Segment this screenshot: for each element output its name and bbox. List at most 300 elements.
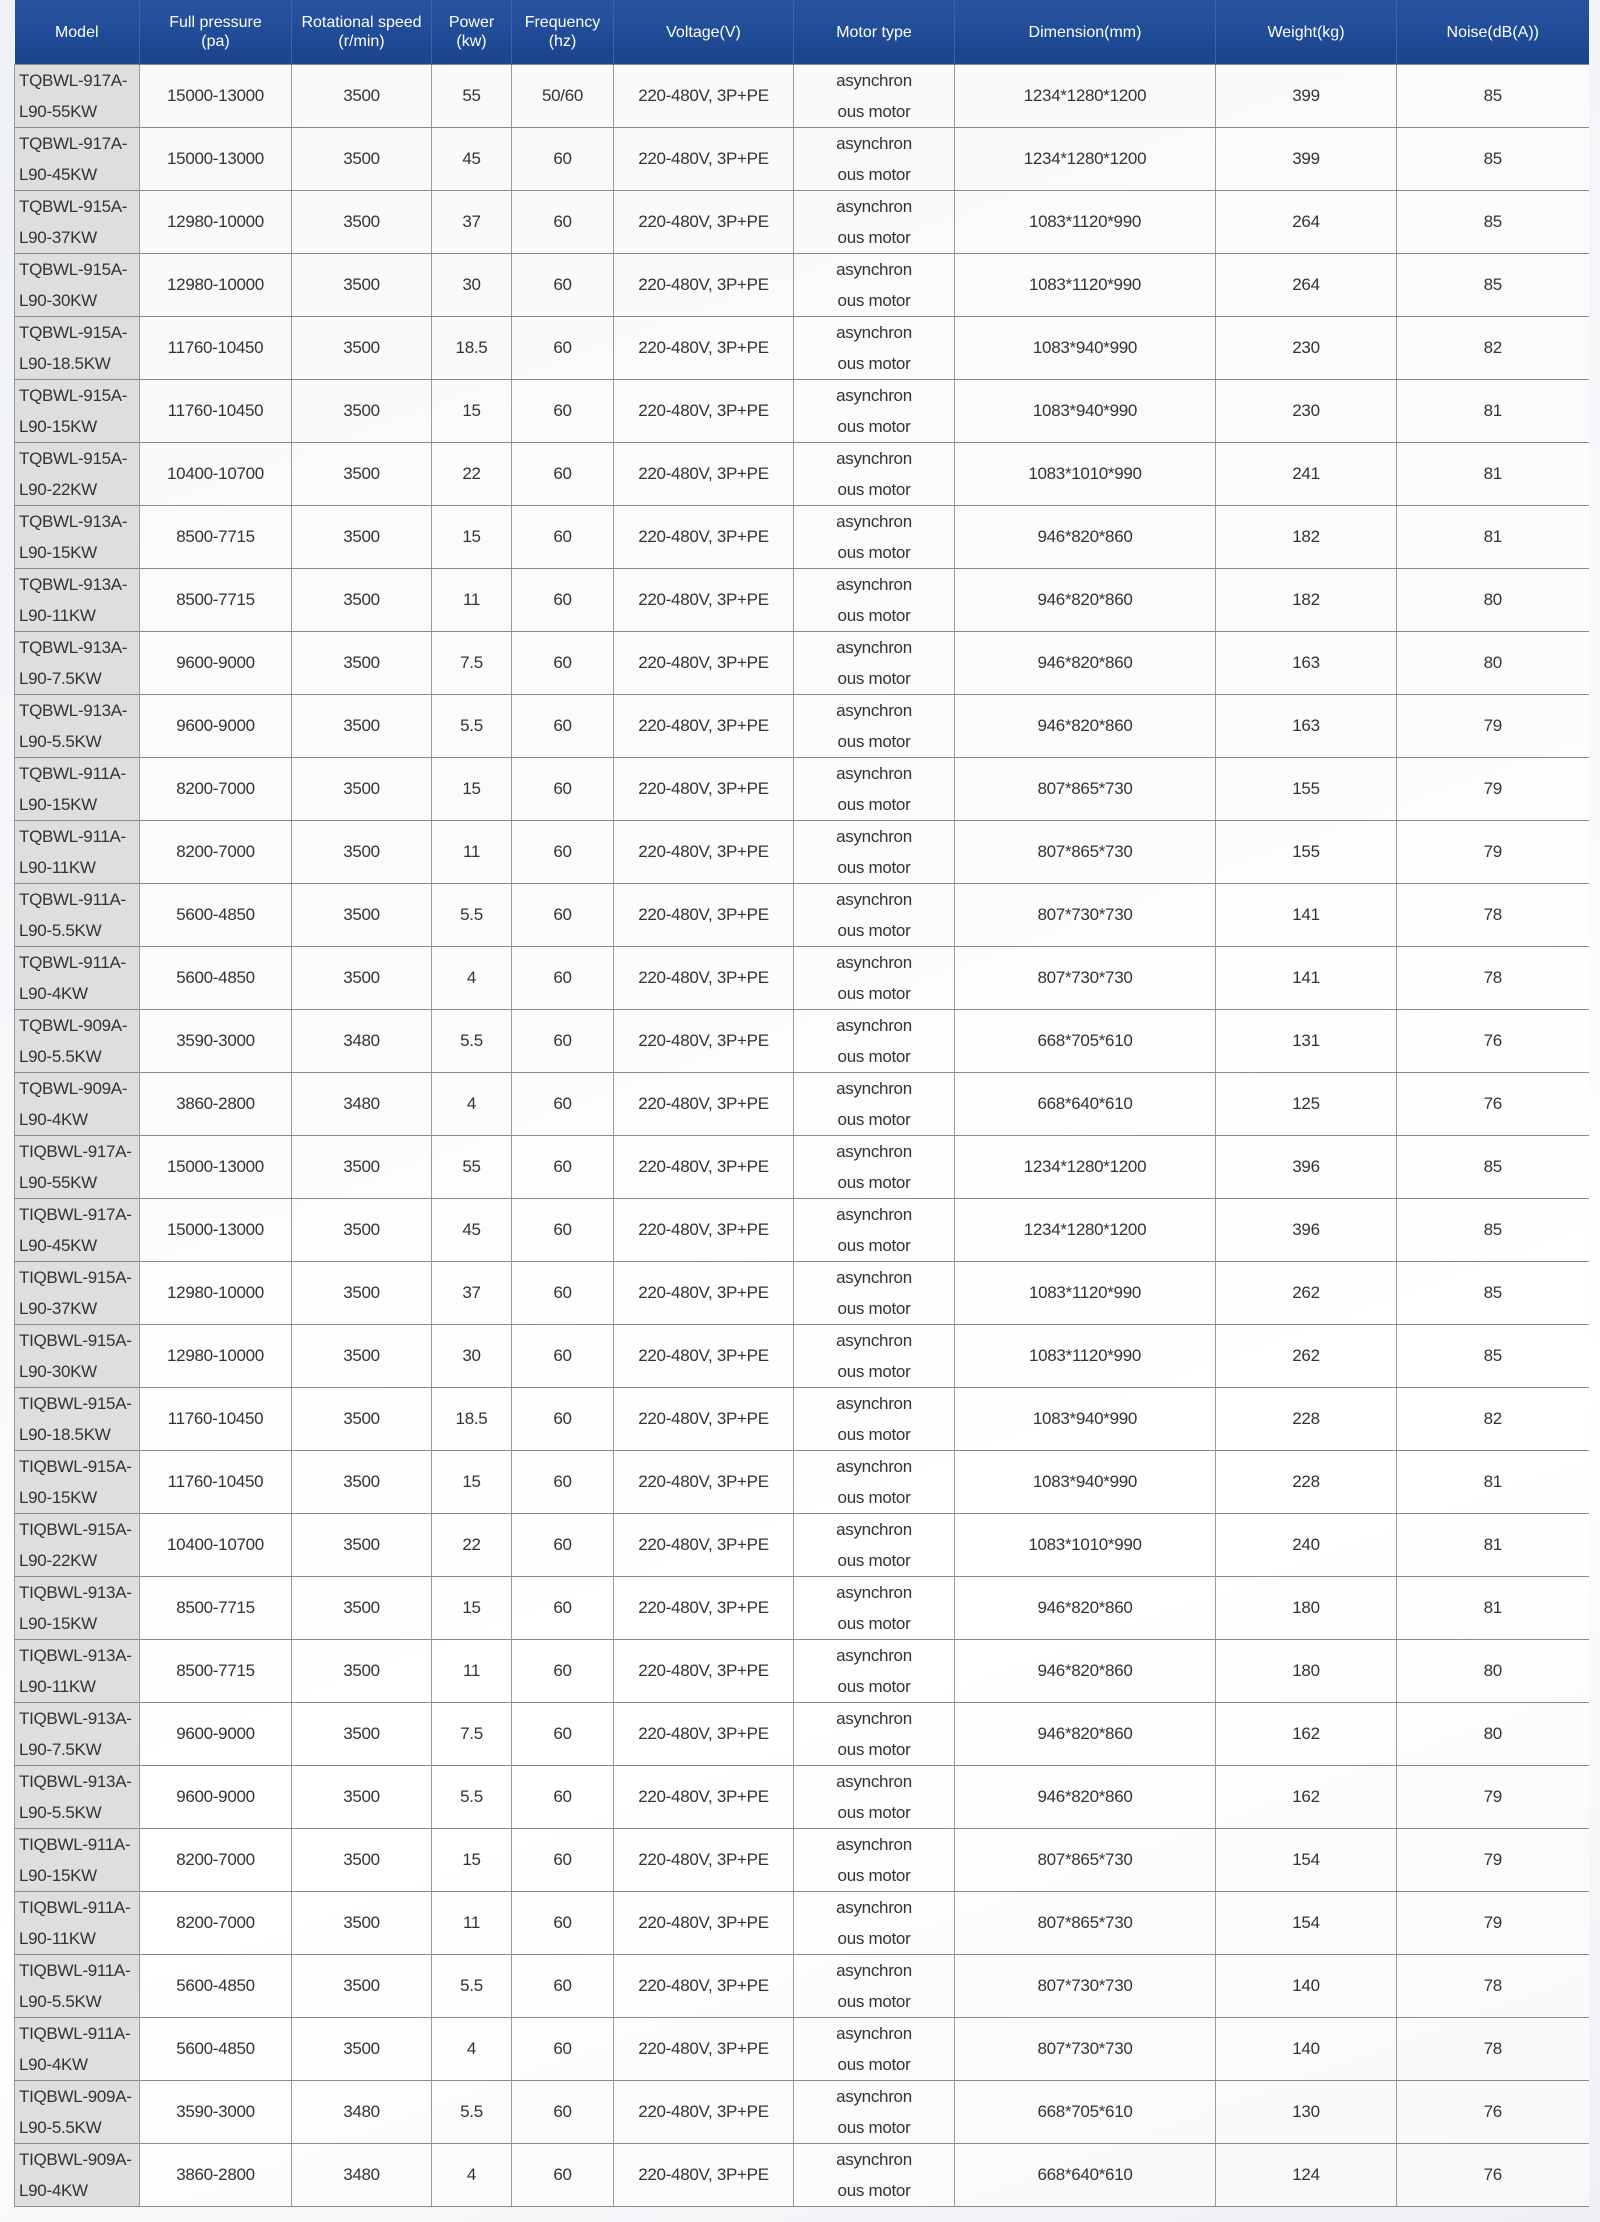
table-row <box>15 821 1589 884</box>
rotational-speed-cell: 3500 <box>292 695 432 758</box>
col-header-model: Model <box>15 0 140 65</box>
rotational-speed-cell: 3500 <box>292 1262 432 1325</box>
frequency-cell: 60 <box>512 254 614 317</box>
dimension-cell: 1234*1280*1200 <box>955 1199 1216 1262</box>
rotational-speed-cell: 3500 <box>292 1514 432 1577</box>
power-cell: 11 <box>432 821 512 884</box>
noise-cell: 85 <box>1397 191 1589 254</box>
dimension-cell: 1083*940*990 <box>955 380 1216 443</box>
voltage-cell: 220-480V, 3P+PE <box>614 758 794 821</box>
rotational-speed-cell: 3500 <box>292 1955 432 2018</box>
noise-cell: 79 <box>1397 1766 1589 1829</box>
weight-cell: 399 <box>1216 65 1397 128</box>
table-row <box>15 947 1589 1010</box>
motor-type-cell: asynchron ous motor <box>794 1829 955 1892</box>
model-cell: TQBWL-915A- L90-37KW <box>15 191 140 254</box>
dimension-cell: 946*820*860 <box>955 632 1216 695</box>
power-cell: 37 <box>432 191 512 254</box>
power-cell: 11 <box>432 1640 512 1703</box>
table-row <box>15 1451 1589 1514</box>
rotational-speed-cell: 3500 <box>292 254 432 317</box>
frequency-cell: 60 <box>512 758 614 821</box>
motor-type-cell: asynchron ous motor <box>794 1073 955 1136</box>
model-cell: TQBWL-915A- L90-30KW <box>15 254 140 317</box>
power-cell: 37 <box>432 1262 512 1325</box>
frequency-cell: 60 <box>512 1703 614 1766</box>
rotational-speed-cell: 3500 <box>292 1577 432 1640</box>
table-row <box>15 1136 1589 1199</box>
power-cell: 4 <box>432 947 512 1010</box>
full-pressure-cell: 10400-10700 <box>140 1514 292 1577</box>
voltage-cell: 220-480V, 3P+PE <box>614 1955 794 2018</box>
frequency-cell: 50/60 <box>512 65 614 128</box>
weight-cell: 264 <box>1216 191 1397 254</box>
table-row <box>15 884 1589 947</box>
motor-type-cell: asynchron ous motor <box>794 821 955 884</box>
rotational-speed-cell: 3480 <box>292 2081 432 2144</box>
full-pressure-cell: 5600-4850 <box>140 884 292 947</box>
motor-type-cell: asynchron ous motor <box>794 1199 955 1262</box>
voltage-cell: 220-480V, 3P+PE <box>614 1073 794 1136</box>
voltage-cell: 220-480V, 3P+PE <box>614 2081 794 2144</box>
noise-cell: 80 <box>1397 1703 1589 1766</box>
frequency-cell: 60 <box>512 1577 614 1640</box>
noise-cell: 85 <box>1397 1325 1589 1388</box>
frequency-cell: 60 <box>512 1451 614 1514</box>
rotational-speed-cell: 3500 <box>292 758 432 821</box>
model-cell: TIQBWL-915A- L90-37KW <box>15 1262 140 1325</box>
dimension-cell: 807*730*730 <box>955 884 1216 947</box>
noise-cell: 79 <box>1397 758 1589 821</box>
power-cell: 22 <box>432 1514 512 1577</box>
table-row <box>15 1388 1589 1451</box>
model-cell: TIQBWL-913A- L90-7.5KW <box>15 1703 140 1766</box>
weight-cell: 182 <box>1216 506 1397 569</box>
rotational-speed-cell: 3500 <box>292 380 432 443</box>
motor-type-cell: asynchron ous motor <box>794 695 955 758</box>
table-row <box>15 758 1589 821</box>
weight-cell: 162 <box>1216 1703 1397 1766</box>
power-cell: 5.5 <box>432 1010 512 1073</box>
full-pressure-cell: 12980-10000 <box>140 1325 292 1388</box>
voltage-cell: 220-480V, 3P+PE <box>614 254 794 317</box>
full-pressure-cell: 8200-7000 <box>140 758 292 821</box>
table-row <box>15 1073 1589 1136</box>
noise-cell: 76 <box>1397 2144 1589 2207</box>
model-cell: TQBWL-915A- L90-15KW <box>15 380 140 443</box>
power-cell: 7.5 <box>432 632 512 695</box>
col-header-motor-type: Motor type <box>794 0 955 65</box>
frequency-cell: 60 <box>512 1136 614 1199</box>
table-row <box>15 1703 1589 1766</box>
voltage-cell: 220-480V, 3P+PE <box>614 1451 794 1514</box>
weight-cell: 140 <box>1216 1955 1397 2018</box>
col-header-weight: Weight(kg) <box>1216 0 1397 65</box>
noise-cell: 81 <box>1397 1451 1589 1514</box>
noise-cell: 79 <box>1397 1829 1589 1892</box>
weight-cell: 162 <box>1216 1766 1397 1829</box>
full-pressure-cell: 8200-7000 <box>140 1829 292 1892</box>
weight-cell: 140 <box>1216 2018 1397 2081</box>
frequency-cell: 60 <box>512 1010 614 1073</box>
model-cell: TQBWL-911A- L90-15KW <box>15 758 140 821</box>
table-row <box>15 2018 1589 2081</box>
col-header-frequency: Frequency (hz) <box>512 0 614 65</box>
voltage-cell: 220-480V, 3P+PE <box>614 947 794 1010</box>
model-cell: TIQBWL-913A- L90-5.5KW <box>15 1766 140 1829</box>
power-cell: 15 <box>432 1577 512 1640</box>
frequency-cell: 60 <box>512 1829 614 1892</box>
model-cell: TIQBWL-911A- L90-4KW <box>15 2018 140 2081</box>
full-pressure-cell: 3590-3000 <box>140 2081 292 2144</box>
rotational-speed-cell: 3500 <box>292 65 432 128</box>
weight-cell: 228 <box>1216 1451 1397 1514</box>
motor-type-cell: asynchron ous motor <box>794 884 955 947</box>
rotational-speed-cell: 3500 <box>292 1451 432 1514</box>
table-row <box>15 65 1589 128</box>
dimension-cell: 946*820*860 <box>955 1640 1216 1703</box>
dimension-cell: 1083*940*990 <box>955 1388 1216 1451</box>
full-pressure-cell: 11760-10450 <box>140 1451 292 1514</box>
table-row <box>15 1577 1589 1640</box>
rotational-speed-cell: 3500 <box>292 443 432 506</box>
frequency-cell: 60 <box>512 380 614 443</box>
table-row <box>15 1325 1589 1388</box>
motor-type-cell: asynchron ous motor <box>794 443 955 506</box>
weight-cell: 131 <box>1216 1010 1397 1073</box>
voltage-cell: 220-480V, 3P+PE <box>614 443 794 506</box>
full-pressure-cell: 8500-7715 <box>140 569 292 632</box>
power-cell: 45 <box>432 128 512 191</box>
model-cell: TIQBWL-913A- L90-15KW <box>15 1577 140 1640</box>
power-cell: 11 <box>432 569 512 632</box>
weight-cell: 155 <box>1216 758 1397 821</box>
voltage-cell: 220-480V, 3P+PE <box>614 65 794 128</box>
table-row <box>15 632 1589 695</box>
weight-cell: 241 <box>1216 443 1397 506</box>
table-row <box>15 1199 1589 1262</box>
noise-cell: 81 <box>1397 443 1589 506</box>
power-cell: 5.5 <box>432 2081 512 2144</box>
full-pressure-cell: 5600-4850 <box>140 947 292 1010</box>
weight-cell: 396 <box>1216 1136 1397 1199</box>
motor-type-cell: asynchron ous motor <box>794 191 955 254</box>
rotational-speed-cell: 3500 <box>292 1703 432 1766</box>
rotational-speed-cell: 3500 <box>292 506 432 569</box>
motor-type-cell: asynchron ous motor <box>794 947 955 1010</box>
full-pressure-cell: 9600-9000 <box>140 1703 292 1766</box>
model-cell: TQBWL-913A- L90-15KW <box>15 506 140 569</box>
frequency-cell: 60 <box>512 1073 614 1136</box>
model-cell: TQBWL-911A- L90-11KW <box>15 821 140 884</box>
weight-cell: 262 <box>1216 1325 1397 1388</box>
voltage-cell: 220-480V, 3P+PE <box>614 191 794 254</box>
col-header-noise: Noise(dB(A)) <box>1397 0 1589 65</box>
col-header-power: Power (kw) <box>432 0 512 65</box>
frequency-cell: 60 <box>512 695 614 758</box>
power-cell: 55 <box>432 1136 512 1199</box>
voltage-cell: 220-480V, 3P+PE <box>614 695 794 758</box>
weight-cell: 264 <box>1216 254 1397 317</box>
rotational-speed-cell: 3500 <box>292 1766 432 1829</box>
power-cell: 5.5 <box>432 884 512 947</box>
frequency-cell: 60 <box>512 1892 614 1955</box>
weight-cell: 163 <box>1216 632 1397 695</box>
noise-cell: 85 <box>1397 1136 1589 1199</box>
power-cell: 22 <box>432 443 512 506</box>
frequency-cell: 60 <box>512 1325 614 1388</box>
table-row <box>15 1010 1589 1073</box>
voltage-cell: 220-480V, 3P+PE <box>614 884 794 947</box>
frequency-cell: 60 <box>512 884 614 947</box>
col-header-rotational-speed: Rotational speed (r/min) <box>292 0 432 65</box>
weight-cell: 230 <box>1216 317 1397 380</box>
weight-cell: 155 <box>1216 821 1397 884</box>
table-row <box>15 506 1589 569</box>
motor-type-cell: asynchron ous motor <box>794 1577 955 1640</box>
full-pressure-cell: 8200-7000 <box>140 821 292 884</box>
full-pressure-cell: 9600-9000 <box>140 1766 292 1829</box>
weight-cell: 163 <box>1216 695 1397 758</box>
motor-type-cell: asynchron ous motor <box>794 128 955 191</box>
noise-cell: 78 <box>1397 884 1589 947</box>
full-pressure-cell: 9600-9000 <box>140 695 292 758</box>
weight-cell: 182 <box>1216 569 1397 632</box>
motor-type-cell: asynchron ous motor <box>794 569 955 632</box>
frequency-cell: 60 <box>512 632 614 695</box>
table-row <box>15 128 1589 191</box>
table-body <box>15 65 1589 2207</box>
full-pressure-cell: 15000-13000 <box>140 1136 292 1199</box>
rotational-speed-cell: 3500 <box>292 1136 432 1199</box>
voltage-cell: 220-480V, 3P+PE <box>614 1010 794 1073</box>
full-pressure-cell: 11760-10450 <box>140 1388 292 1451</box>
frequency-cell: 60 <box>512 191 614 254</box>
rotational-speed-cell: 3500 <box>292 128 432 191</box>
motor-type-cell: asynchron ous motor <box>794 65 955 128</box>
power-cell: 18.5 <box>432 317 512 380</box>
weight-cell: 154 <box>1216 1892 1397 1955</box>
frequency-cell: 60 <box>512 1388 614 1451</box>
motor-type-cell: asynchron ous motor <box>794 506 955 569</box>
noise-cell: 81 <box>1397 1514 1589 1577</box>
dimension-cell: 668*640*610 <box>955 2144 1216 2207</box>
power-cell: 30 <box>432 1325 512 1388</box>
dimension-cell: 1083*1120*990 <box>955 1262 1216 1325</box>
voltage-cell: 220-480V, 3P+PE <box>614 1199 794 1262</box>
motor-type-cell: asynchron ous motor <box>794 1955 955 2018</box>
frequency-cell: 60 <box>512 1766 614 1829</box>
model-cell: TQBWL-909A- L90-4KW <box>15 1073 140 1136</box>
dimension-cell: 946*820*860 <box>955 1766 1216 1829</box>
power-cell: 45 <box>432 1199 512 1262</box>
full-pressure-cell: 12980-10000 <box>140 254 292 317</box>
col-header-dimension: Dimension(mm) <box>955 0 1216 65</box>
weight-cell: 240 <box>1216 1514 1397 1577</box>
model-cell: TQBWL-911A- L90-5.5KW <box>15 884 140 947</box>
dimension-cell: 1083*940*990 <box>955 1451 1216 1514</box>
model-cell: TIQBWL-909A- L90-5.5KW <box>15 2081 140 2144</box>
motor-type-cell: asynchron ous motor <box>794 758 955 821</box>
dimension-cell: 668*705*610 <box>955 1010 1216 1073</box>
noise-cell: 78 <box>1397 2018 1589 2081</box>
noise-cell: 78 <box>1397 1955 1589 2018</box>
table-row <box>15 380 1589 443</box>
model-cell: TIQBWL-917A- L90-55KW <box>15 1136 140 1199</box>
voltage-cell: 220-480V, 3P+PE <box>614 632 794 695</box>
motor-type-cell: asynchron ous motor <box>794 1892 955 1955</box>
rotational-speed-cell: 3500 <box>292 317 432 380</box>
table-row <box>15 191 1589 254</box>
motor-type-cell: asynchron ous motor <box>794 1262 955 1325</box>
power-cell: 7.5 <box>432 1703 512 1766</box>
motor-type-cell: asynchron ous motor <box>794 1136 955 1199</box>
dimension-cell: 807*865*730 <box>955 821 1216 884</box>
full-pressure-cell: 12980-10000 <box>140 191 292 254</box>
voltage-cell: 220-480V, 3P+PE <box>614 2018 794 2081</box>
rotational-speed-cell: 3480 <box>292 2144 432 2207</box>
voltage-cell: 220-480V, 3P+PE <box>614 1388 794 1451</box>
power-cell: 30 <box>432 254 512 317</box>
model-cell: TIQBWL-915A- L90-30KW <box>15 1325 140 1388</box>
frequency-cell: 60 <box>512 821 614 884</box>
col-header-voltage: Voltage(V) <box>614 0 794 65</box>
frequency-cell: 60 <box>512 947 614 1010</box>
header-row <box>15 0 1589 65</box>
voltage-cell: 220-480V, 3P+PE <box>614 1640 794 1703</box>
frequency-cell: 60 <box>512 1514 614 1577</box>
noise-cell: 81 <box>1397 1577 1589 1640</box>
motor-type-cell: asynchron ous motor <box>794 1451 955 1514</box>
noise-cell: 82 <box>1397 1388 1589 1451</box>
table-row <box>15 1514 1589 1577</box>
voltage-cell: 220-480V, 3P+PE <box>614 506 794 569</box>
noise-cell: 78 <box>1397 947 1589 1010</box>
voltage-cell: 220-480V, 3P+PE <box>614 317 794 380</box>
rotational-speed-cell: 3500 <box>292 1388 432 1451</box>
voltage-cell: 220-480V, 3P+PE <box>614 1136 794 1199</box>
dimension-cell: 1083*940*990 <box>955 317 1216 380</box>
frequency-cell: 60 <box>512 1640 614 1703</box>
col-header-full-pressure: Full pressure (pa) <box>140 0 292 65</box>
dimension-cell: 807*865*730 <box>955 1892 1216 1955</box>
power-cell: 4 <box>432 2144 512 2207</box>
weight-cell: 396 <box>1216 1199 1397 1262</box>
dimension-cell: 1083*1010*990 <box>955 1514 1216 1577</box>
weight-cell: 125 <box>1216 1073 1397 1136</box>
voltage-cell: 220-480V, 3P+PE <box>614 1577 794 1640</box>
weight-cell: 141 <box>1216 947 1397 1010</box>
model-cell: TQBWL-913A- L90-7.5KW <box>15 632 140 695</box>
noise-cell: 79 <box>1397 1892 1589 1955</box>
frequency-cell: 60 <box>512 569 614 632</box>
rotational-speed-cell: 3500 <box>292 2018 432 2081</box>
dimension-cell: 1083*1120*990 <box>955 1325 1216 1388</box>
full-pressure-cell: 3860-2800 <box>140 1073 292 1136</box>
frequency-cell: 60 <box>512 1262 614 1325</box>
frequency-cell: 60 <box>512 1955 614 2018</box>
table-row <box>15 1640 1589 1703</box>
dimension-cell: 946*820*860 <box>955 1577 1216 1640</box>
model-cell: TIQBWL-911A- L90-11KW <box>15 1892 140 1955</box>
rotational-speed-cell: 3500 <box>292 1325 432 1388</box>
model-cell: TQBWL-917A- L90-55KW <box>15 65 140 128</box>
frequency-cell: 60 <box>512 443 614 506</box>
voltage-cell: 220-480V, 3P+PE <box>614 1514 794 1577</box>
noise-cell: 80 <box>1397 569 1589 632</box>
full-pressure-cell: 5600-4850 <box>140 1955 292 2018</box>
table-row <box>15 317 1589 380</box>
rotational-speed-cell: 3500 <box>292 569 432 632</box>
model-cell: TQBWL-917A- L90-45KW <box>15 128 140 191</box>
dimension-cell: 946*820*860 <box>955 1703 1216 1766</box>
noise-cell: 85 <box>1397 254 1589 317</box>
power-cell: 15 <box>432 1451 512 1514</box>
noise-cell: 80 <box>1397 1640 1589 1703</box>
noise-cell: 81 <box>1397 380 1589 443</box>
model-cell: TQBWL-911A- L90-4KW <box>15 947 140 1010</box>
weight-cell: 230 <box>1216 380 1397 443</box>
table-row <box>15 1829 1589 1892</box>
motor-type-cell: asynchron ous motor <box>794 1766 955 1829</box>
noise-cell: 81 <box>1397 506 1589 569</box>
model-cell: TIQBWL-911A- L90-15KW <box>15 1829 140 1892</box>
noise-cell: 79 <box>1397 695 1589 758</box>
rotational-speed-cell: 3500 <box>292 1892 432 1955</box>
full-pressure-cell: 10400-10700 <box>140 443 292 506</box>
dimension-cell: 1234*1280*1200 <box>955 65 1216 128</box>
dimension-cell: 1083*1120*990 <box>955 191 1216 254</box>
voltage-cell: 220-480V, 3P+PE <box>614 380 794 443</box>
full-pressure-cell: 15000-13000 <box>140 65 292 128</box>
model-cell: TIQBWL-913A- L90-11KW <box>15 1640 140 1703</box>
model-cell: TQBWL-915A- L90-18.5KW <box>15 317 140 380</box>
motor-type-cell: asynchron ous motor <box>794 1640 955 1703</box>
full-pressure-cell: 8500-7715 <box>140 506 292 569</box>
table-row <box>15 254 1589 317</box>
dimension-cell: 946*820*860 <box>955 695 1216 758</box>
noise-cell: 85 <box>1397 1262 1589 1325</box>
full-pressure-cell: 5600-4850 <box>140 2018 292 2081</box>
motor-type-cell: asynchron ous motor <box>794 1010 955 1073</box>
rotational-speed-cell: 3480 <box>292 1010 432 1073</box>
model-cell: TIQBWL-909A- L90-4KW <box>15 2144 140 2207</box>
table-row <box>15 569 1589 632</box>
model-cell: TIQBWL-915A- L90-15KW <box>15 1451 140 1514</box>
dimension-cell: 807*730*730 <box>955 1955 1216 2018</box>
full-pressure-cell: 9600-9000 <box>140 632 292 695</box>
noise-cell: 79 <box>1397 821 1589 884</box>
dimension-cell: 807*865*730 <box>955 1829 1216 1892</box>
table-header <box>15 0 1589 65</box>
noise-cell: 76 <box>1397 1073 1589 1136</box>
dimension-cell: 1234*1280*1200 <box>955 128 1216 191</box>
full-pressure-cell: 11760-10450 <box>140 317 292 380</box>
rotational-speed-cell: 3500 <box>292 884 432 947</box>
rotational-speed-cell: 3500 <box>292 821 432 884</box>
noise-cell: 76 <box>1397 1010 1589 1073</box>
voltage-cell: 220-480V, 3P+PE <box>614 821 794 884</box>
rotational-speed-cell: 3500 <box>292 1199 432 1262</box>
weight-cell: 130 <box>1216 2081 1397 2144</box>
frequency-cell: 60 <box>512 1199 614 1262</box>
weight-cell: 228 <box>1216 1388 1397 1451</box>
weight-cell: 180 <box>1216 1577 1397 1640</box>
frequency-cell: 60 <box>512 506 614 569</box>
power-cell: 55 <box>432 65 512 128</box>
weight-cell: 399 <box>1216 128 1397 191</box>
dimension-cell: 1083*1120*990 <box>955 254 1216 317</box>
